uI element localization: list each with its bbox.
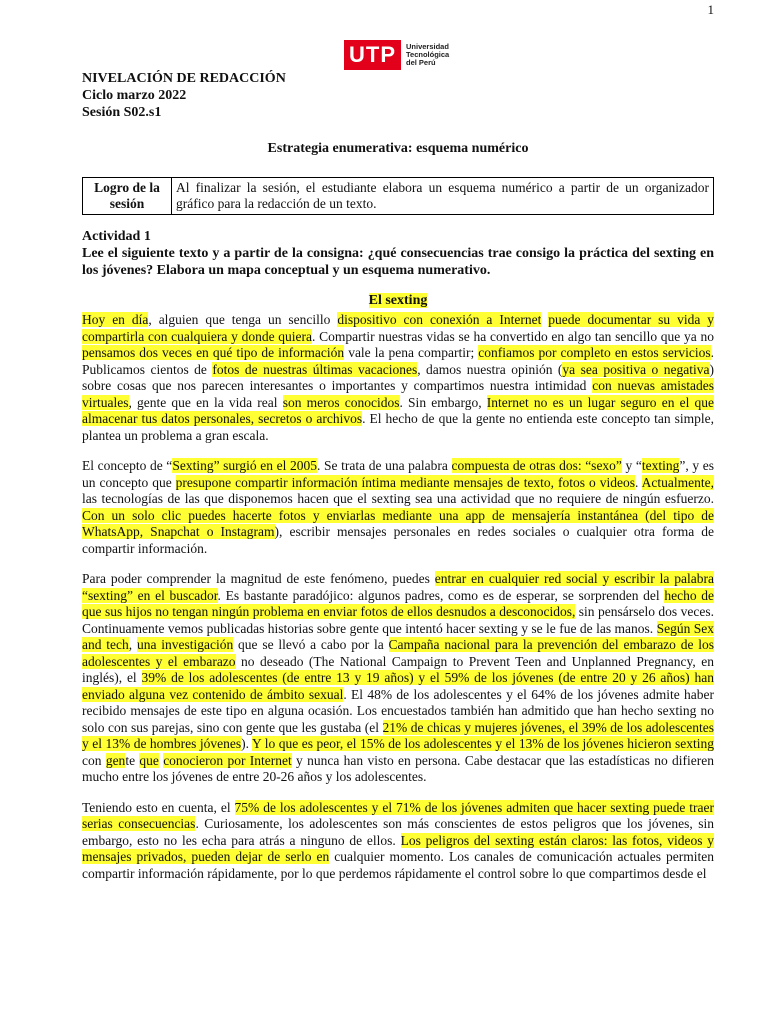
text-segment: no deseado (The National Campaign to Prevent Teen and Unplanned Pregnancy, en inglés), el (82, 653, 714, 685)
text-segment: ) sobre cosas que nos parecen interesantes o importantes y compartimos nuestra intimidad (82, 361, 714, 393)
text-segment: con (82, 752, 106, 768)
highlighted-text: son meros conocidos (282, 394, 400, 410)
highlighted-text: presupone compartir información íntima mediante mensajes de texto, fotos o videos (175, 474, 636, 490)
highlighted-text: 39% de los adolescentes (de entre 13 y 19 años) y el 59% de los jóvenes (de entre 20 y 26 años) han enviado alguna vez contenido de ámbito sexual (82, 670, 714, 702)
text-segment: . Curiosamente, los adolescentes son más conscientes de estos peligros que los jóvenes, sin embargo, esto no les echa para atrás a ninguno de ellos. (82, 816, 714, 848)
course-header (82, 70, 714, 121)
highlighted-text: puede documentar su vida y compartirla con cualquiera y donde quiera (82, 312, 715, 344)
highlighted-text: Sexting” surgió en el 2005 (172, 458, 318, 473)
highlighted-text: conocieron por Internet (163, 752, 292, 768)
logro-text: Al finalizar la sesión, el estudiante elabora un esquema numérico a partir de un organizador gráfico para la redacción de un texto. (172, 178, 714, 215)
highlighted-text: hecho de que sus hijos no tengan ningún problema en enviar fotos de ellos desnudos a desconocidos, (82, 587, 715, 619)
highlighted-text: compuesta de otras dos: “sexo” (451, 458, 622, 473)
essay-title-wrap (82, 293, 714, 309)
text-segment: cualquier momento. Los canales de comunicación actuales permiten compartir información rápidamente, por lo que perdemos rápidamente el control sobre lo que compartimos desde el (82, 849, 714, 881)
logo-line-2: Tecnológica (406, 50, 450, 59)
highlighted-text: Según Sex and tech (82, 620, 714, 652)
text-segment: , damos nuestra opinión ( (417, 361, 563, 377)
highlighted-text: 21% de chicas y mujeres jóvenes, el 39% de los adolescentes y el 13% de hombres jóvenes (82, 719, 714, 751)
text-segment: ). (241, 736, 253, 751)
logo-text (406, 43, 449, 67)
essay-paragraph (82, 800, 714, 883)
text-segment: . Compartir nuestras vidas se ha convertido en algo tan sencillo que ya no (312, 328, 714, 344)
essay-paragraph (82, 571, 714, 786)
course-cycle: Ciclo marzo 2022 (82, 88, 187, 103)
text-segment: vale la pena compartir; (344, 345, 479, 360)
highlighted-text: gen (105, 752, 126, 768)
highlighted-text: dispositivo con conexión a Internet (337, 312, 542, 327)
text-segment: . Es bastante paradójico: algunos padres, como es de esperar, se sorprenden del (217, 587, 665, 603)
highlighted-text: Actualmente, (641, 474, 714, 490)
text-segment: . El 48% de los adolescentes y el 64% de los jóvenes admite haber recibido mensajes de este tipo en alguna ocasión. Los encuestados también han admitido que han hecho sexting no solo con sus parejas, sino con gente que les gustaba (el (82, 686, 714, 735)
text-segment: , alguien que tenga un sencillo (148, 312, 338, 327)
logo-line-3: del Perú (406, 58, 436, 67)
text-segment: Teniendo esto en cuenta, el (82, 799, 235, 815)
highlighted-text: texting (641, 458, 680, 473)
highlighted-text: Los peligros del sexting están claros: las fotos, videos y mensajes privados, pueden dejar de serlo en (82, 832, 714, 864)
text-segment: . (635, 474, 642, 490)
document-subtitle: Estrategia enumerativa: esquema numérico (267, 141, 529, 156)
highlighted-text: pensamos dos veces en qué tipo de información (82, 345, 345, 360)
highlighted-text: 75% de los adolescentes y el 71% de los jóvenes admiten que hacer sexting puede traer serias consecuencias (82, 799, 715, 831)
text-segment: te (125, 752, 140, 768)
text-segment: y “ (621, 458, 642, 473)
text-segment: las tecnologías de las que disponemos hacen que el sexting sea una actividad que no requiere de ningún esfuerzo. (82, 491, 714, 506)
text-segment: . El hecho de que la gente no entienda este concepto tan simple, plantea un problema a gran escala. (82, 411, 714, 443)
activity-instructions: Lee el siguiente texto y a partir de la consigna: ¿qué consecuencias trae consigo la práctica del sexting en los jóvenes? Elabora un mapa conceptual y un esquema numerativo. (82, 246, 714, 278)
activity-title: Actividad 1 (82, 229, 151, 244)
text-segment: ), escribir mensajes personales en redes sociales o cualquier otra forma de compartir información. (82, 524, 715, 556)
text-segment: que se llevó a cabo por la (233, 637, 389, 652)
text-segment: . Publicamos cientos de (82, 345, 714, 377)
essay-paragraph (82, 458, 714, 557)
page-number: 1 (707, 2, 714, 17)
logo-mark: UTP (344, 40, 401, 70)
text-segment: El concepto de “ (82, 458, 173, 473)
text-segment: ”, y es un concepto que (82, 458, 715, 490)
essay-title: El sexting (368, 293, 428, 308)
essay-text (82, 312, 714, 882)
highlighted-text: con nuevas amistades virtuales (82, 378, 714, 410)
logo-line-1: Universidad (406, 42, 449, 51)
highlighted-text: Internet no es un lugar seguro en el que almacenar tus datos personales, secretos o archivos (82, 394, 715, 426)
text-segment: y nunca han visto en persona. Cabe destacar que las estadísticas no difieren mucho entre los jóvenes de entre 20-26 años y los adolescentes. (82, 752, 715, 784)
logro-table (82, 177, 714, 215)
highlighted-text: confiamos por completo en estos servicios (478, 345, 711, 360)
highlighted-text: entrar en cualquier red social y escribir la palabra “sexting” en el buscador (82, 571, 714, 603)
course-session: Sesión S02.s1 (82, 105, 162, 120)
logro-label: Logro de la sesión (83, 178, 172, 215)
highlighted-text: ya sea positiva o negativa (562, 361, 710, 377)
text-segment: , (128, 637, 137, 652)
text-segment: Para poder comprender la magnitud de este fenómeno, puedes (82, 571, 435, 586)
highlighted-text: fotos de nuestras últimas vacaciones (212, 361, 418, 377)
course-name: NIVELACIÓN DE REDACCIÓN (82, 71, 286, 86)
document-body (82, 70, 714, 896)
utp-logo (344, 40, 449, 70)
highlighted-text: Campaña nacional para la prevención del embarazo de los adolescentes y el embarazo (82, 637, 715, 669)
highlighted-text: Y lo que es peor, el 15% de los adolescentes y el 13% de los jóvenes hicieron sexting (252, 736, 714, 751)
text-segment: . Se trata de una palabra (317, 458, 452, 473)
text-segment: , gente que en la vida real (128, 394, 283, 410)
highlighted-text: Hoy en día (82, 312, 149, 327)
highlighted-text: que (139, 752, 159, 768)
essay-paragraph (82, 312, 714, 444)
highlighted-text: una investigación (136, 637, 234, 652)
text-segment: sin pensárselo dos veces. Continuamente vemos publicadas historias sobre gente que intentó hacer sexting y se le fue de las manos. (82, 604, 714, 636)
highlighted-text: Con un solo clic puedes hacerte fotos y enviarlas mediante una app de mensajería instantánea (del tipo de WhatsApp, Snapchat o Instagram (82, 507, 714, 539)
text-segment: . Sin embargo, (399, 394, 487, 410)
